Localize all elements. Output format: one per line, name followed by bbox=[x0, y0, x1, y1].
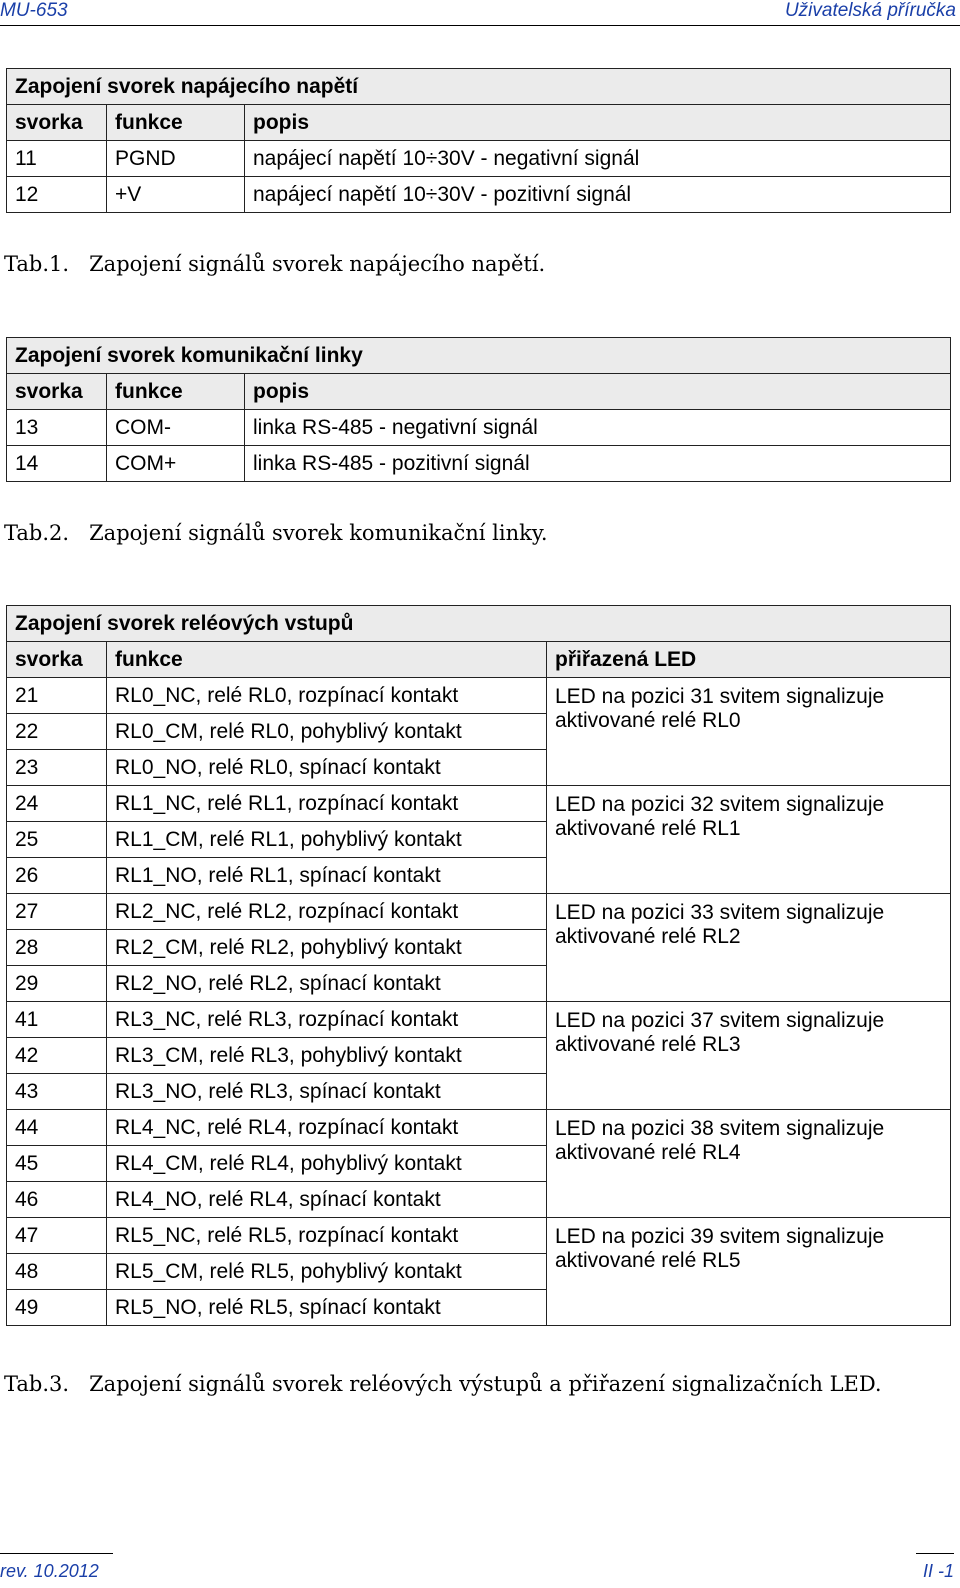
function-cell: RL2_NC, relé RL2, rozpínací kontakt bbox=[107, 894, 547, 930]
assigned-led-cell: LED na pozici 39 svitem signalizuje aktivované relé RL5 bbox=[547, 1218, 951, 1326]
function-cell: RL2_NO, relé RL2, spínací kontakt bbox=[107, 966, 547, 1002]
function-cell: COM+ bbox=[107, 446, 245, 482]
function-cell: RL4_NO, relé RL4, spínací kontakt bbox=[107, 1182, 547, 1218]
column-header: popis bbox=[245, 374, 951, 410]
column-header: funkce bbox=[107, 105, 245, 141]
column-header: svorka bbox=[7, 105, 107, 141]
function-cell: RL3_NO, relé RL3, spínací kontakt bbox=[107, 1074, 547, 1110]
terminal-cell: 11 bbox=[7, 141, 107, 177]
terminal-cell: 25 bbox=[7, 822, 107, 858]
assigned-led-cell: LED na pozici 37 svitem signalizuje aktivované relé RL3 bbox=[547, 1002, 951, 1110]
terminal-cell: 12 bbox=[7, 177, 107, 213]
caption-text: Zapojení signálů svorek reléových výstupů a přiřazení signalizačních LED. bbox=[89, 1372, 882, 1396]
description-cell: napájecí napětí 10÷30V - negativní signál bbox=[245, 141, 951, 177]
function-cell: RL0_CM, relé RL0, pohyblivý kontakt bbox=[107, 714, 547, 750]
terminal-cell: 46 bbox=[7, 1182, 107, 1218]
column-header: svorka bbox=[7, 374, 107, 410]
column-header: svorka bbox=[7, 642, 107, 678]
function-cell: RL4_CM, relé RL4, pohyblivý kontakt bbox=[107, 1146, 547, 1182]
column-header: funkce bbox=[107, 374, 245, 410]
terminal-cell: 27 bbox=[7, 894, 107, 930]
function-cell: RL3_CM, relé RL3, pohyblivý kontakt bbox=[107, 1038, 547, 1074]
terminal-cell: 49 bbox=[7, 1290, 107, 1326]
terminal-cell: 14 bbox=[7, 446, 107, 482]
terminal-cell: 26 bbox=[7, 858, 107, 894]
table-row bbox=[7, 177, 951, 213]
document-title: Uživatelská příručka bbox=[784, 0, 956, 21]
power-terminals-table bbox=[6, 68, 951, 213]
function-cell: +V bbox=[107, 177, 245, 213]
table-row bbox=[7, 1002, 951, 1038]
table-row bbox=[7, 410, 951, 446]
function-cell: RL2_CM, relé RL2, pohyblivý kontakt bbox=[107, 930, 547, 966]
caption-text: Zapojení signálů svorek napájecího napětí. bbox=[89, 252, 546, 276]
document-code: MU-653 bbox=[0, 0, 68, 21]
terminal-cell: 28 bbox=[7, 930, 107, 966]
function-cell: PGND bbox=[107, 141, 245, 177]
page-header bbox=[0, 0, 960, 26]
table-caption bbox=[4, 521, 548, 545]
page-footer bbox=[0, 1553, 960, 1588]
footer-rule-right bbox=[916, 1553, 954, 1554]
table-row bbox=[7, 1110, 951, 1146]
function-cell: RL4_NC, relé RL4, rozpínací kontakt bbox=[107, 1110, 547, 1146]
page-number: II -1 bbox=[922, 1561, 954, 1581]
function-cell: RL5_NC, relé RL5, rozpínací kontakt bbox=[107, 1218, 547, 1254]
table-row bbox=[7, 446, 951, 482]
caption-number: Tab.3. bbox=[4, 1372, 70, 1396]
caption-number: Tab.1. bbox=[4, 252, 70, 276]
assigned-led-cell: LED na pozici 32 svitem signalizuje aktivované relé RL1 bbox=[547, 786, 951, 894]
terminal-cell: 45 bbox=[7, 1146, 107, 1182]
column-header: přiřazená LED bbox=[547, 642, 951, 678]
table-row bbox=[7, 894, 951, 930]
table-row bbox=[7, 1218, 951, 1254]
terminal-cell: 22 bbox=[7, 714, 107, 750]
terminal-cell: 24 bbox=[7, 786, 107, 822]
description-cell: linka RS-485 - pozitivní signál bbox=[245, 446, 951, 482]
function-cell: RL5_CM, relé RL5, pohyblivý kontakt bbox=[107, 1254, 547, 1290]
table-row bbox=[7, 786, 951, 822]
column-header: funkce bbox=[107, 642, 547, 678]
caption-number: Tab.2. bbox=[4, 521, 70, 545]
terminal-cell: 29 bbox=[7, 966, 107, 1002]
terminal-cell: 13 bbox=[7, 410, 107, 446]
function-cell: RL1_CM, relé RL1, pohyblivý kontakt bbox=[107, 822, 547, 858]
header-rule bbox=[0, 25, 960, 26]
terminal-cell: 47 bbox=[7, 1218, 107, 1254]
relay-terminals-table bbox=[6, 605, 951, 1326]
function-cell: RL1_NC, relé RL1, rozpínací kontakt bbox=[107, 786, 547, 822]
footer-rule-left bbox=[0, 1553, 113, 1554]
terminal-cell: 44 bbox=[7, 1110, 107, 1146]
terminal-cell: 23 bbox=[7, 750, 107, 786]
description-cell: napájecí napětí 10÷30V - pozitivní signál bbox=[245, 177, 951, 213]
table-title: Zapojení svorek napájecího napětí bbox=[7, 69, 951, 105]
function-cell: RL5_NO, relé RL5, spínací kontakt bbox=[107, 1290, 547, 1326]
terminal-cell: 48 bbox=[7, 1254, 107, 1290]
table-title: Zapojení svorek komunikační linky bbox=[7, 338, 951, 374]
terminal-cell: 21 bbox=[7, 678, 107, 714]
table-caption bbox=[4, 1372, 882, 1396]
description-cell: linka RS-485 - negativní signál bbox=[245, 410, 951, 446]
column-header: popis bbox=[245, 105, 951, 141]
terminal-cell: 42 bbox=[7, 1038, 107, 1074]
function-cell: RL0_NC, relé RL0, rozpínací kontakt bbox=[107, 678, 547, 714]
communication-terminals-table bbox=[6, 337, 951, 482]
terminal-cell: 41 bbox=[7, 1002, 107, 1038]
table-row bbox=[7, 141, 951, 177]
assigned-led-cell: LED na pozici 38 svitem signalizuje aktivované relé RL4 bbox=[547, 1110, 951, 1218]
terminal-cell: 43 bbox=[7, 1074, 107, 1110]
function-cell: RL1_NO, relé RL1, spínací kontakt bbox=[107, 858, 547, 894]
table-title: Zapojení svorek reléových vstupů bbox=[7, 606, 951, 642]
function-cell: COM- bbox=[107, 410, 245, 446]
caption-text: Zapojení signálů svorek komunikační linky. bbox=[89, 521, 548, 545]
assigned-led-cell: LED na pozici 31 svitem signalizuje aktivované relé RL0 bbox=[547, 678, 951, 786]
function-cell: RL3_NC, relé RL3, rozpínací kontakt bbox=[107, 1002, 547, 1038]
assigned-led-cell: LED na pozici 33 svitem signalizuje aktivované relé RL2 bbox=[547, 894, 951, 1002]
table-caption bbox=[4, 252, 545, 276]
function-cell: RL0_NO, relé RL0, spínací kontakt bbox=[107, 750, 547, 786]
revision-label: rev. 10.2012 bbox=[0, 1561, 99, 1581]
table-row bbox=[7, 678, 951, 714]
